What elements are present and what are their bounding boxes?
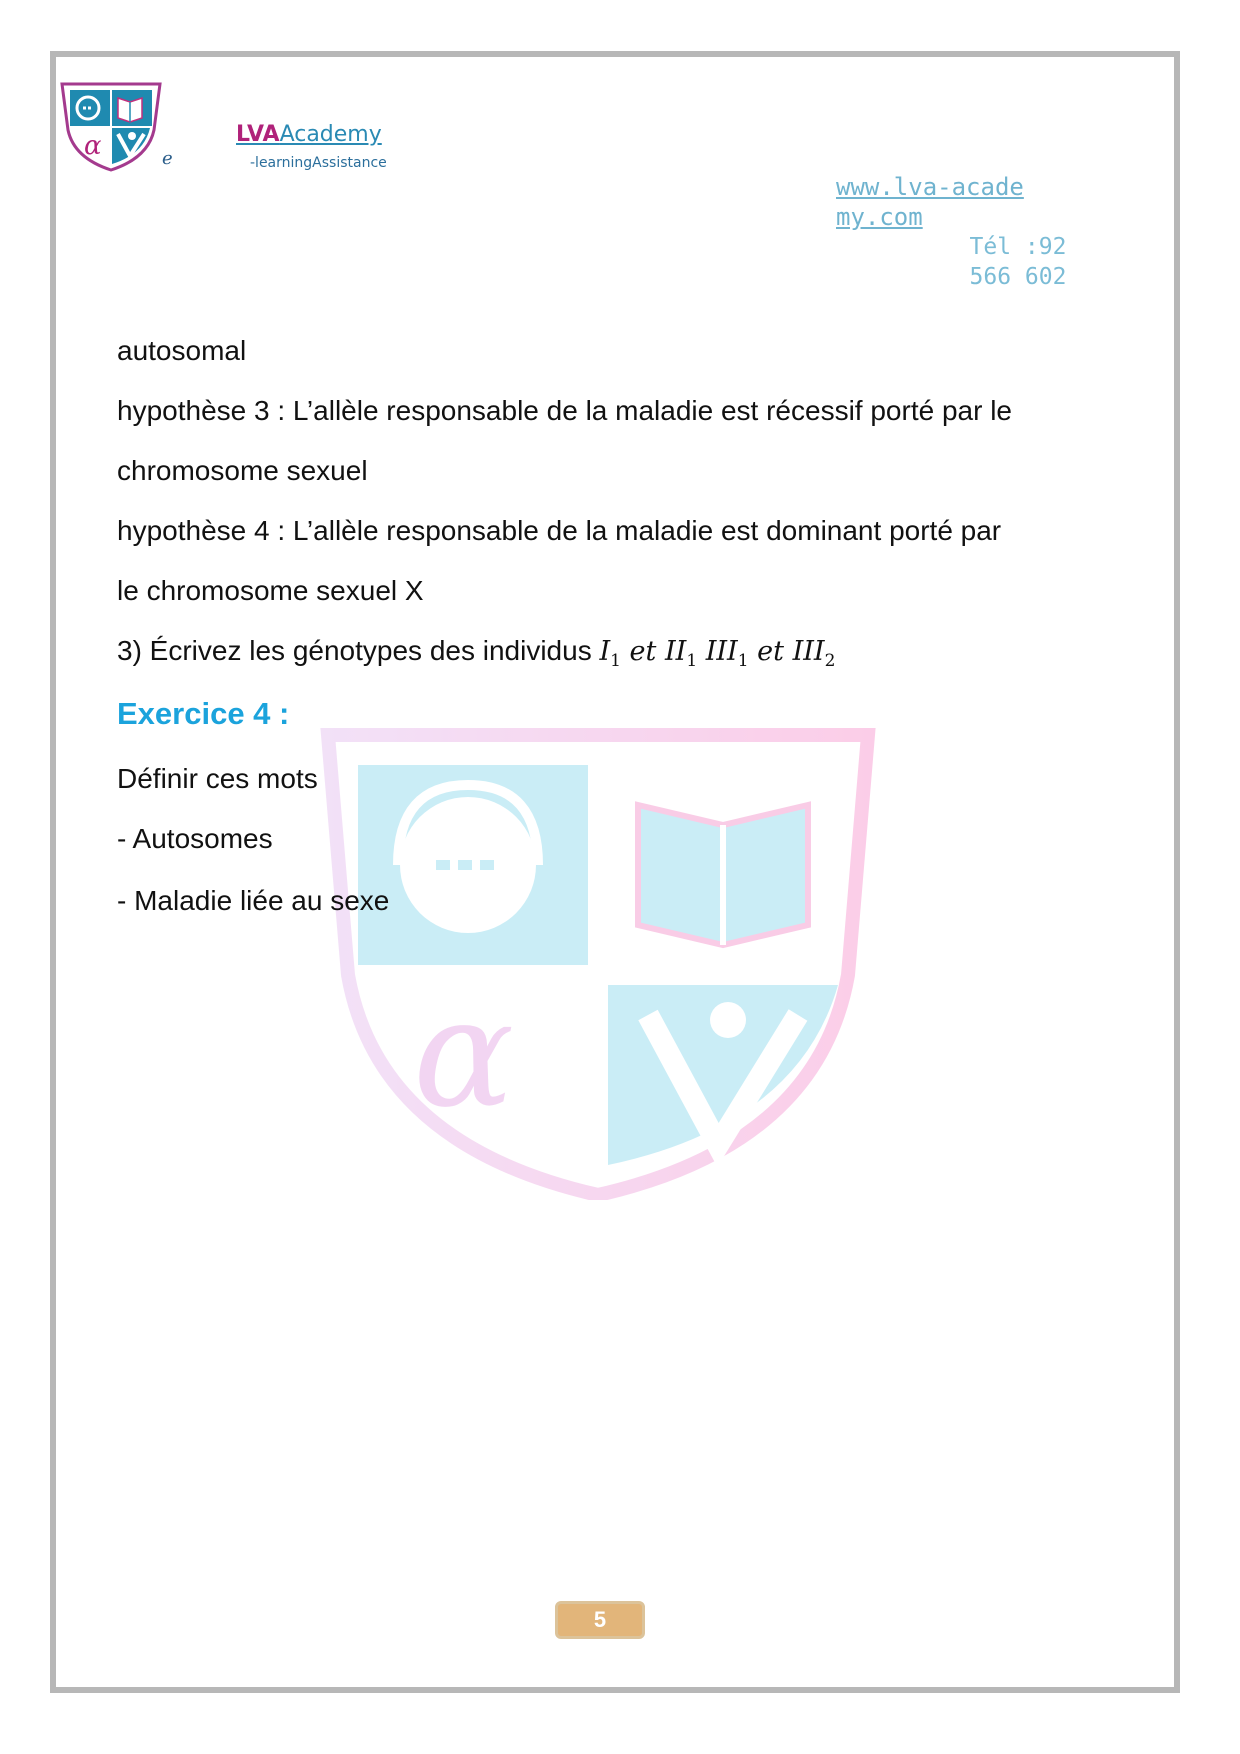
question-3 [117, 635, 835, 671]
svg-text:α: α [84, 131, 102, 161]
lva-watermark-shield [318, 725, 878, 1200]
define-prompt: Définir ces mots [117, 763, 318, 794]
brand-name[interactable] [236, 122, 382, 148]
brand-academy: Academy [279, 122, 382, 147]
page-number-badge: 5 [555, 1601, 645, 1639]
question-3-text: 3) Écrivez les génotypes des individus [117, 635, 600, 666]
logo-e-mark: e [162, 148, 173, 169]
hypothesis-3-line-2: chromosome sexuel [117, 455, 368, 486]
hypothesis-3-line-1: hypothèse 3 : L’allèle responsable de la maladie est récessif porté par le [117, 395, 1012, 426]
contact-block [836, 172, 1106, 292]
alpha-symbol: α [413, 967, 515, 1141]
list-item-sex-linked-disease: - Maladie liée au sexe [117, 885, 390, 916]
hypothesis-4-line-1: hypothèse 4 : L’allèle responsable de la maladie est dominant porté par [117, 515, 1002, 546]
brand-tagline: -learningAssistance [250, 155, 387, 171]
open-book-icon [638, 805, 808, 945]
hypothesis-4-line-2: le chromosome sexuel X [117, 575, 424, 606]
list-item-autosomes: - Autosomes [117, 823, 273, 854]
brand-lva: LVA [236, 122, 280, 147]
lva-shield-logo [58, 80, 164, 172]
website-link[interactable]: www.lva-academy.com [836, 173, 1024, 231]
headset-chat-icon [398, 785, 538, 933]
exercise-4-heading: Exercice 4 : [117, 696, 290, 731]
question-3-formula: $I_1$ et $II_1$ $III_1$ et $III_2$ [599, 636, 836, 671]
text-line-autosomal: autosomal [117, 335, 247, 366]
phone-number: Tél :92 566 602 [969, 234, 1067, 290]
